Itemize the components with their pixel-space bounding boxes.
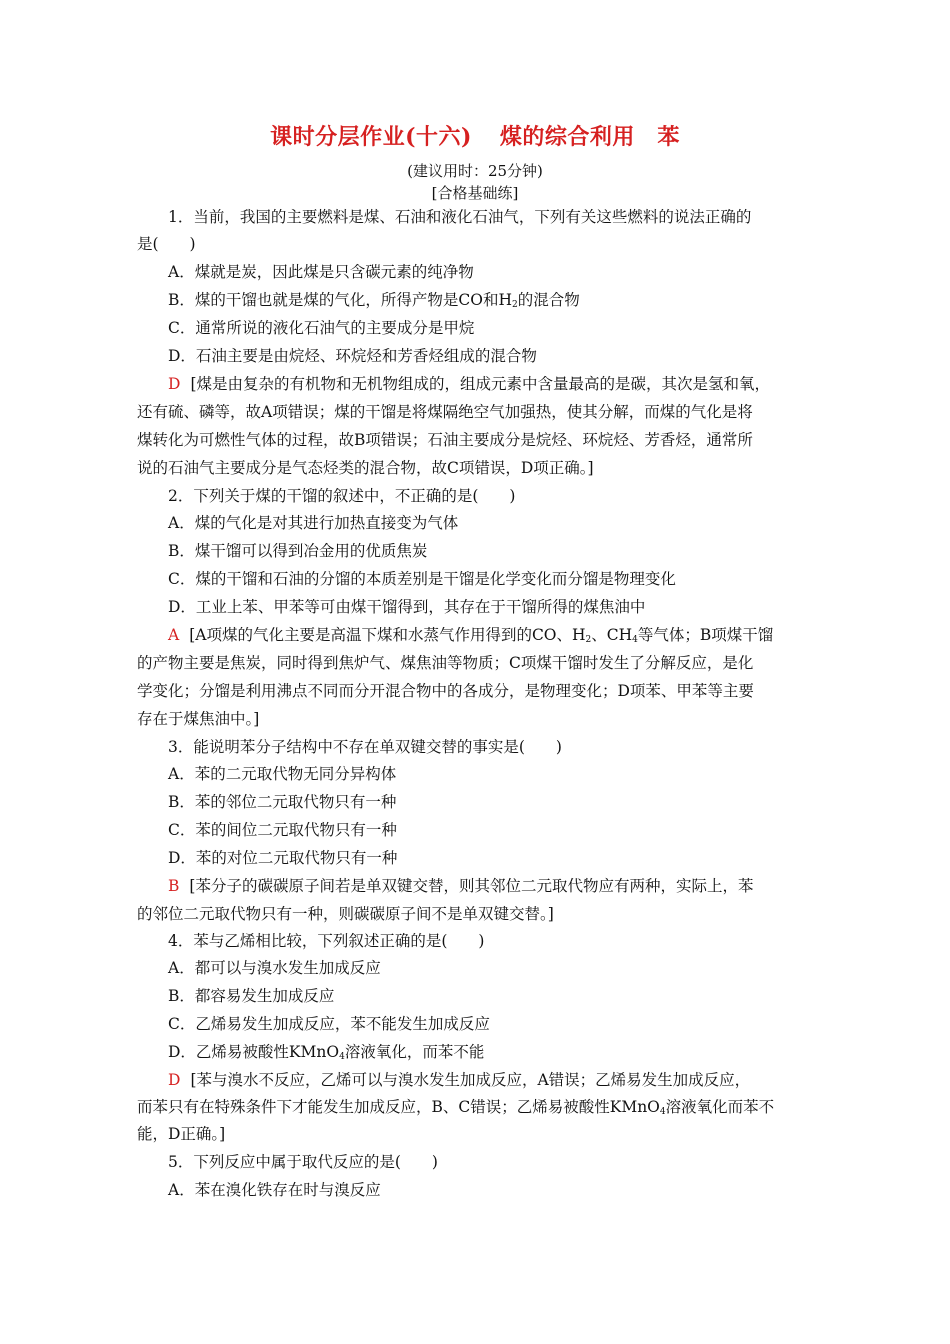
page-title bbox=[0, 120, 950, 151]
question-1-explanation-line: 还有硫、磷等，故A项错误；煤的干馏是将煤隔绝空气加强热，使其分解，而煤的气化是将 bbox=[137, 403, 753, 421]
time-note: (建议用时：25分钟) bbox=[407, 162, 543, 180]
question-3-explanation-line: 的邻位二元取代物只有一种，则碳碳原子间不是单双键交替。] bbox=[137, 905, 554, 923]
answer-letter: D bbox=[168, 1071, 181, 1089]
question-2-explanation-line: 学变化；分馏是利用沸点不同而分开混合物中的各成分，是物理变化；D项苯、甲苯等主要 bbox=[137, 682, 754, 700]
question-1-stem-line: 是( ) bbox=[137, 235, 196, 253]
section-heading: [合格基础练] bbox=[431, 184, 519, 202]
question-3-option-d: D．苯的对位二元取代物只有一种 bbox=[168, 849, 398, 867]
question-4-option-d: D．乙烯易被酸性KMnO$_4$溶液氧化，而苯不能 bbox=[168, 1043, 485, 1062]
question-2-explanation-line: 存在于煤焦油中。] bbox=[137, 710, 260, 728]
title-right: 煤的综合利用 苯 bbox=[499, 124, 680, 150]
question-1-option-b: B．煤的干馏也就是煤的气化，所得产物是CO和$H_2$的混合物 bbox=[168, 291, 580, 310]
answer-letter: A bbox=[168, 626, 180, 644]
question-1-option-d: D．石油主要是由烷烃、环烷烃和芳香烃组成的混合物 bbox=[168, 347, 537, 365]
question-2-option-b: B．煤干馏可以得到冶金用的优质焦炭 bbox=[168, 542, 428, 560]
question-5-option-a: A．苯在溴化铁存在时与溴反应 bbox=[168, 1181, 381, 1199]
question-4-explanation: D [苯与溴水不反应，乙烯可以与溴水发生加成反应，A错误；乙烯易发生加成反应， bbox=[168, 1071, 751, 1089]
question-4-explanation-line: 能，D正确。] bbox=[137, 1125, 226, 1143]
question-1-option-c: C．通常所说的液化石油气的主要成分是甲烷 bbox=[168, 319, 475, 337]
question-2-option-c: C．煤的干馏和石油的分馏的本质差别是干馏是化学变化而分馏是物理变化 bbox=[168, 570, 676, 588]
question-2-explanation: A [A项煤的气化主要是高温下煤和水蒸气作用得到的CO、$H_2$、$CH_4$等气体；B项煤干馏 bbox=[168, 626, 774, 645]
question-2-explanation-line: 的产物主要是焦炭，同时得到焦炉气、煤焦油等物质；C项煤干馏时发生了分解反应，是化 bbox=[137, 654, 754, 672]
answer-letter: D bbox=[168, 375, 181, 393]
question-3-option-b: B．苯的邻位二元取代物只有一种 bbox=[168, 793, 397, 811]
question-2-stem: 2．下列关于煤的干馏的叙述中，不正确的是( ) bbox=[168, 487, 516, 505]
question-3-option-a: A．苯的二元取代物无同分异构体 bbox=[168, 765, 397, 783]
answer-letter: B bbox=[168, 877, 180, 895]
question-1-explanation-line: 说的石油气主要成分是气态烃类的混合物，故C项错误，D项正确。] bbox=[137, 459, 594, 477]
question-1-explanation-line: 煤转化为可燃性气体的过程，故B项错误；石油主要成分是烷烃、环烷烃、芳香烃，通常所 bbox=[137, 431, 753, 449]
question-3-explanation: B [苯分子的碳碳原子间若是单双键交替，则其邻位二元取代物应有两种，实际上，苯 bbox=[168, 877, 754, 895]
question-2-option-a: A．煤的气化是对其进行加热直接变为气体 bbox=[168, 514, 459, 532]
question-2-option-d: D．工业上苯、甲苯等可由煤干馏得到，其存在于干馏所得的煤焦油中 bbox=[168, 598, 646, 616]
question-4-explanation-line: 而苯只有在特殊条件下才能发生加成反应，B、C错误；乙烯易被酸性KMnO$_4$溶液氧化而苯不 bbox=[137, 1098, 775, 1117]
question-4-option-c: C．乙烯易发生加成反应，苯不能发生加成反应 bbox=[168, 1015, 490, 1033]
title-left: 课时分层作业(十六) bbox=[270, 124, 472, 150]
question-4-stem: 4．苯与乙烯相比较，下列叙述正确的是( ) bbox=[168, 932, 485, 950]
question-1-explanation: D [煤是由复杂的有机物和无机物组成的，组成元素中含量最高的是碳，其次是氢和氧， bbox=[168, 375, 770, 393]
question-5-stem: 5．下列反应中属于取代反应的是( ) bbox=[168, 1153, 438, 1171]
question-3-option-c: C．苯的间位二元取代物只有一种 bbox=[168, 821, 397, 839]
question-4-option-b: B．都容易发生加成反应 bbox=[168, 987, 335, 1005]
question-1-option-a: A．煤就是炭，因此煤是只含碳元素的纯净物 bbox=[168, 263, 474, 281]
question-3-stem: 3．能说明苯分子结构中不存在单双键交替的事实是( ) bbox=[168, 738, 562, 756]
question-4-option-a: A．都可以与溴水发生加成反应 bbox=[168, 959, 381, 977]
question-1-stem-line: 1．当前，我国的主要燃料是煤、石油和液化石油气，下列有关这些燃料的说法正确的 bbox=[168, 208, 752, 226]
